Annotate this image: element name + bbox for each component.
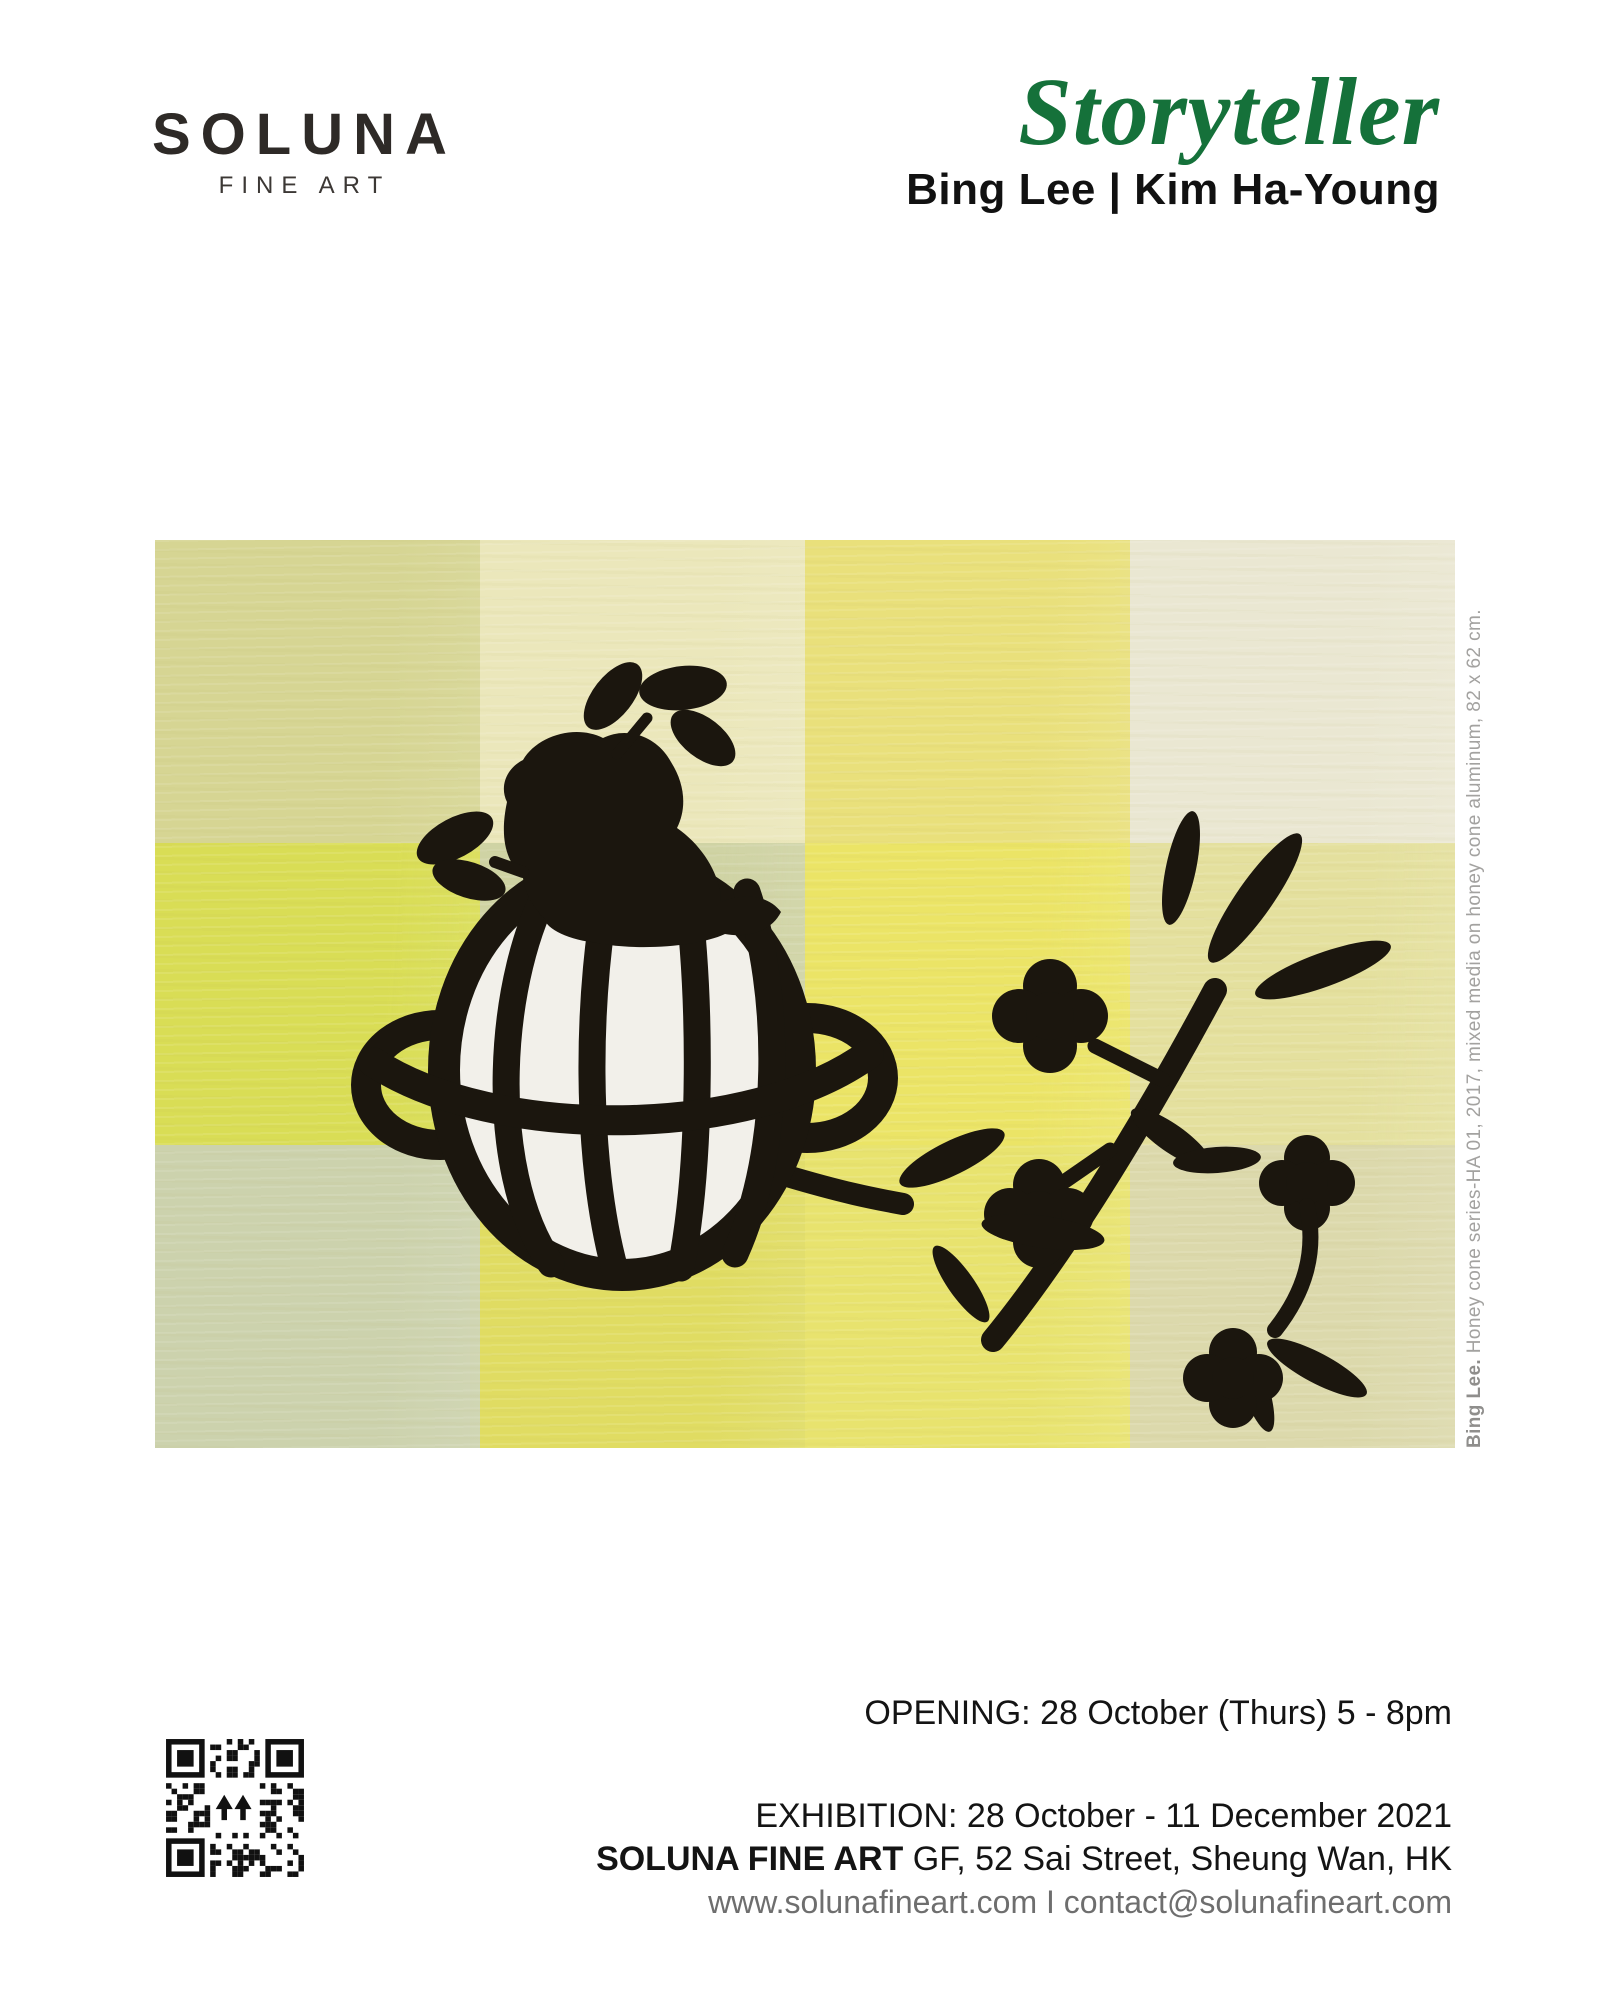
artist-names: Bing Lee | Kim Ha-Young — [906, 164, 1440, 214]
artwork-caption-details: Honey cone series-HA 01, 2017, mixed media on honey cone aluminum, 82 x 62 cm. — [1464, 609, 1485, 1359]
qr-code — [155, 1728, 315, 1888]
blossom-branch — [984, 808, 1396, 1436]
venue-gallery-name: SOLUNA FINE ART — [596, 1840, 904, 1878]
artwork-image — [155, 540, 1455, 1448]
gallery-logo — [152, 102, 457, 200]
gallery-logo-name: SOLUNA — [152, 102, 457, 167]
artwork-ink-drawing — [155, 540, 1455, 1448]
artwork-caption — [1464, 540, 1492, 1448]
bird-silhouette — [504, 732, 781, 947]
event-details — [596, 1694, 1452, 1924]
venue-line — [596, 1838, 1452, 1881]
exhibition-dates: EXHIBITION: 28 October - 11 December 2021 — [755, 1797, 1452, 1835]
pot-and-bird — [366, 652, 1107, 1329]
gallery-logo-subtitle: FINE ART — [218, 172, 391, 199]
opening-info: OPENING: 28 October (Thurs) 5 - 8pm — [864, 1694, 1452, 1732]
venue-address: GF, 52 Sai Street, Sheung Wan, HK — [903, 1840, 1452, 1878]
exhibition-title-block — [906, 58, 1440, 215]
blossom-flower — [992, 959, 1108, 1073]
artwork-caption-artist: Bing Lee. — [1464, 1358, 1485, 1448]
contact-line: www.solunafineart.com I contact@solunafineart.com — [708, 1884, 1452, 1920]
exhibition-title: Storyteller — [1018, 58, 1440, 165]
